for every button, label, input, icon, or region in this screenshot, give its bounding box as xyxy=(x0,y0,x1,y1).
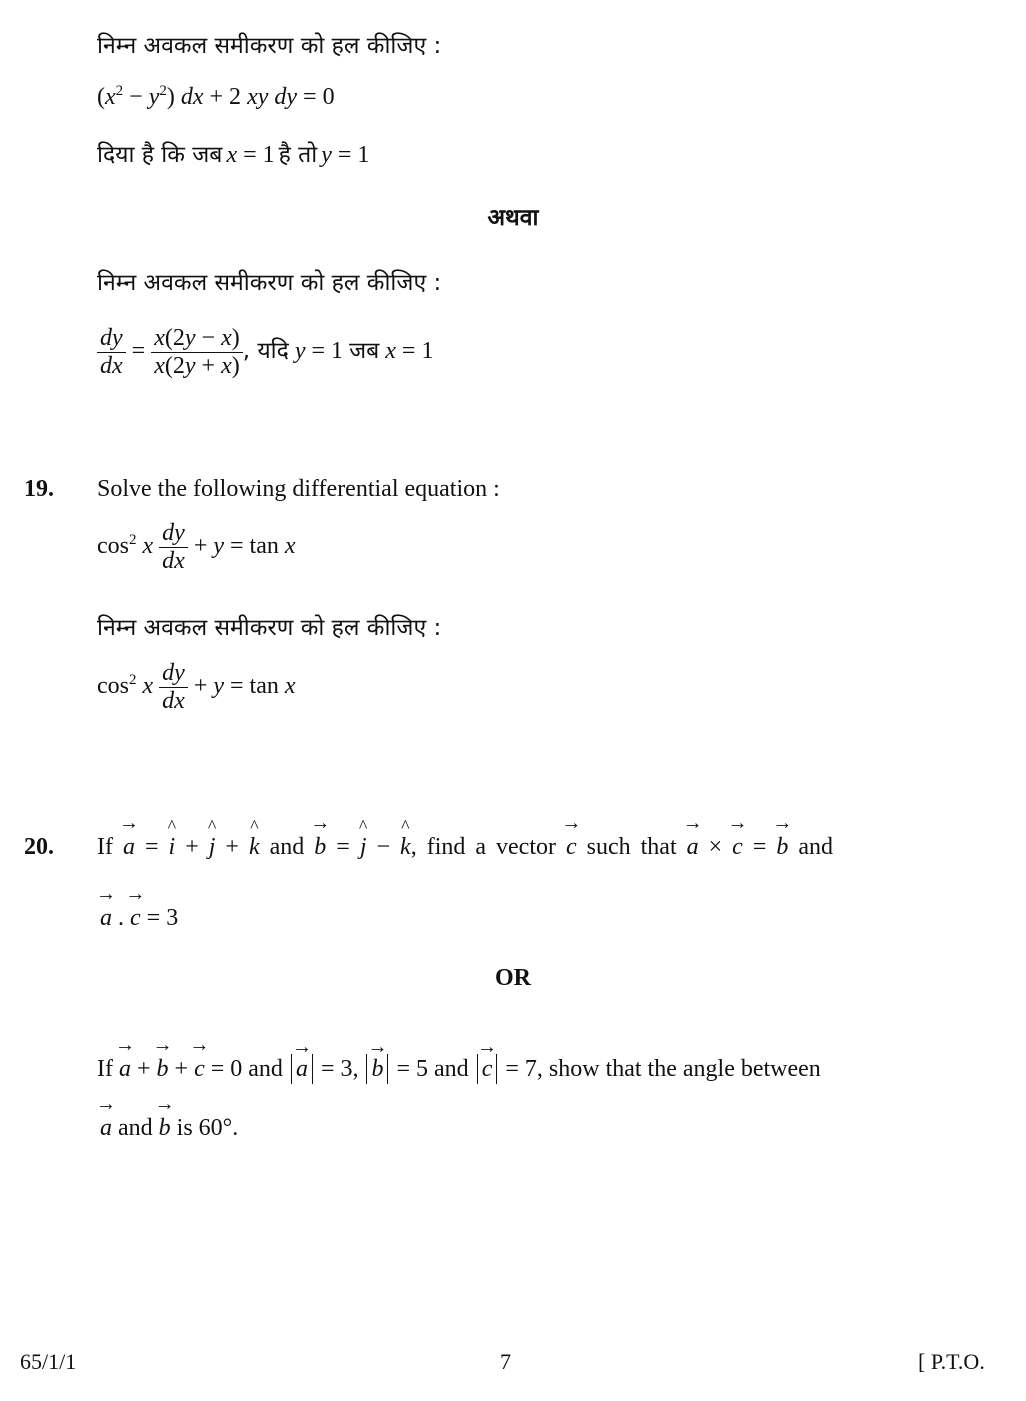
page-number: 7 xyxy=(500,1349,511,1374)
q20-line1: If → a = ^ i + ^ j + ^ k and → b = ^ j − ^ k, find a vector → c such that → a × → c = → b and xyxy=(97,834,833,861)
q18-jab: जब xyxy=(349,338,380,365)
q18-condition-text-2: है तो xyxy=(278,142,318,168)
q20-alt-and-b: and xyxy=(434,1056,469,1082)
q20-and3: and xyxy=(118,1115,153,1141)
q19-number: 19. xyxy=(24,476,54,502)
q20-alt-line1: If → a + → b + → c = 0 and → a = 3, → b = 5 and → c = 7, show that the angle between xyxy=(97,1054,821,1084)
pto-label: [ P.T.O. xyxy=(918,1349,985,1374)
paper-code: 65/1/1 xyxy=(20,1349,77,1374)
q20-is: is 60°. xyxy=(176,1115,239,1141)
q19-english: Solve the following differential equation : xyxy=(97,476,500,502)
q18-hindi-instruction: निम्न अवकल समीकरण को हल कीजिए : xyxy=(97,33,442,59)
q20-such-that: such that xyxy=(586,834,677,860)
q19-equation-en: $\cos^2 x$ $\frac{dy}{dx}$ + y = tan x xyxy=(97,520,296,574)
q20-number: 20. xyxy=(24,834,54,860)
q18-hindi-instruction-2: निम्न अवकल समीकरण को हल कीजिए : xyxy=(97,270,442,296)
q19-equation-hi: $\cos^2 x$ $\frac{dy}{dx}$ + y = tan x xyxy=(97,660,296,714)
q20-and2: and xyxy=(798,834,834,860)
q20-and: and xyxy=(269,834,305,860)
q18-equation: $(x^2 - y^2)$ dx + 2 xy dy = 0 xyxy=(97,83,335,110)
q20-alt-if: If xyxy=(97,1056,113,1082)
q18-alt-equation: $\frac{dy}{dx}$ = $\frac{x(2y - x)}{x(2y + x)}$ , यदि y = 1 जब x = 1 xyxy=(97,325,433,380)
q19-hindi: निम्न अवकल समीकरण को हल कीजिए : xyxy=(97,615,442,641)
q18-condition-text: दिया है कि जब xyxy=(97,142,223,168)
q20-show-that: show that the angle between xyxy=(548,1056,821,1082)
q20-alt-line2: → a and → b is 60°. xyxy=(100,1115,238,1142)
q20-alt-and: and xyxy=(248,1056,283,1082)
q20-if: If xyxy=(97,834,113,860)
or-divider: OR xyxy=(495,965,531,991)
q18-condition: दिया है कि जब x = 1 है तो y = 1 xyxy=(97,142,370,168)
q20-line2: → a . → c = 3 xyxy=(100,905,178,932)
athva-divider: अथवा xyxy=(487,205,539,231)
q20-find-vector: , find a vector xyxy=(410,834,556,860)
q18-yadi: , यदि xyxy=(242,338,289,365)
